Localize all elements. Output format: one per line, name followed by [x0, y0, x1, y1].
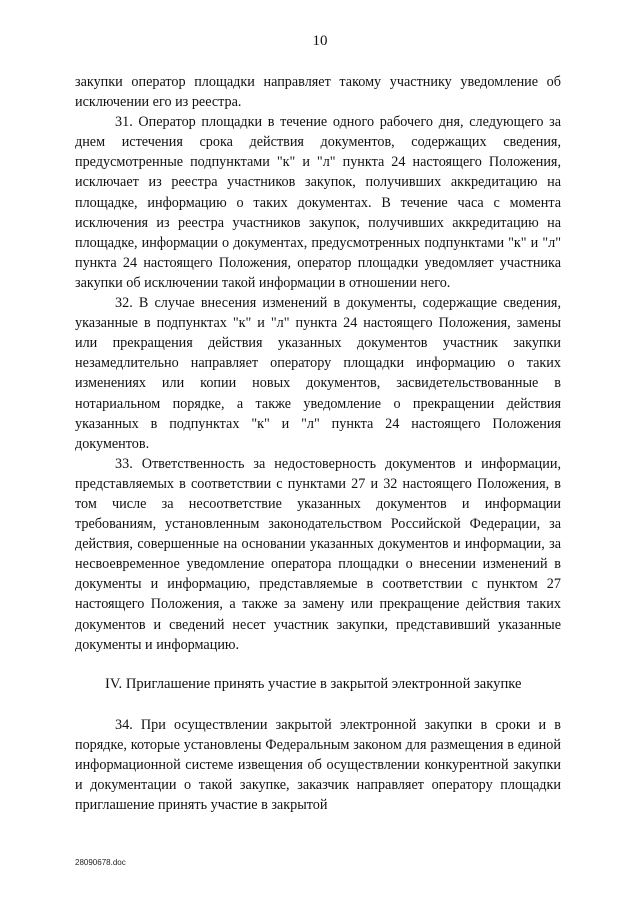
document-body: [75, 72, 561, 815]
paragraph-32: 32. В случае внесения изменений в документы, содержащие сведения, указанные в подпунктах "к" и "л" пункта 24 настоящего Положения, замены или прекращения действия указанных документов участник закупки незамедлительно направляет оператору площадки информацию о таких изменениях или копии новых документов, засвидетельствованные в нотариальном порядке, а также уведомление о прекращении действия указанных в подпунктах "к" и "л" пункта 24 настоящего Положения документов.: [75, 295, 561, 452]
footer-filename: 28090678.doc: [75, 858, 126, 867]
paragraph-continuation: закупки оператор площадки направляет такому участнику уведомление об исключении его из реестра.: [75, 74, 561, 111]
paragraph-34: 34. При осуществлении закрытой электронной закупки в сроки и в порядке, которые установлены Федеральным законом для размещения в единой информационной системе извещения об осуществлении конкурентной закупки и документации о такой закупке, заказчик направляет оператору площадки приглашение принять участие в закрытой: [75, 716, 561, 814]
paragraph-33: 33. Ответственность за недостоверность документов и информации, представляемых в соответствии с пунктами 27 и 32 настоящего Положения, в том числе за несоответствие указанных документов и информации требованиям, установленным законодательством Российской Федерации, за действия, совершенные на основании указанных документов и информации, за несвоевременное уведомление оператора площадки о внесении изменений в документы и информацию, представляемые в соответствии с пунктом 27 настоящего Положения, а также за замену или прекращение действия таких документов и сведений несет участник закупки, представивший указанные документы и информацию.: [75, 455, 561, 653]
paragraph-31: 31. Оператор площадки в течение одного рабочего дня, следующего за днем истечения срока действия документов, содержащих сведения, предусмотренные подпунктами "к" и "л" пункта 24 настоящего Положения, исключает из реестра участников закупок, получивших аккредитацию на площадке, информацию о таких документах. В течение часа с момента исключения из реестра участников закупок, получивших аккредитацию на площадке, информации о документах, предусмотренных подпунктами "к" и "л" пункта 24 настоящего Положения, оператор площадки уведомляет участника закупки об исключении такой информации в отношении него.: [75, 114, 561, 291]
page-number: 10: [312, 33, 328, 49]
section-heading: IV. Приглашение принять участие в закрытой электронной закупке: [105, 675, 522, 692]
